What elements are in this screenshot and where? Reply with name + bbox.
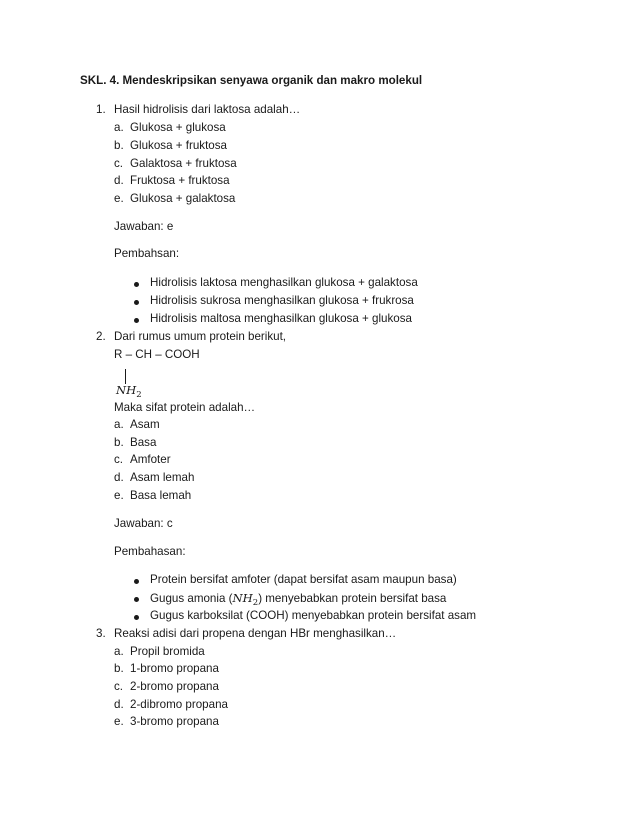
- bullet-icon: [134, 282, 139, 287]
- q1-option-letter: e.: [114, 192, 124, 205]
- q2-option-text: Basa lemah: [130, 489, 192, 502]
- q1-option-text: Galaktosa + fruktosa: [130, 157, 237, 170]
- protein-formula: R – CH – COOH: [114, 348, 200, 361]
- q1-option-text: Glukosa + glukosa: [130, 121, 226, 134]
- q1-option-letter: a.: [114, 121, 124, 134]
- amine-group: $NH_2$: [116, 383, 142, 400]
- q2-explanation-label: Pembahasan:: [114, 545, 186, 558]
- q1-number: 1.: [96, 103, 106, 116]
- section-title: SKL. 4. Mendeskripsikan senyawa organik dan makro molekul: [80, 74, 423, 87]
- bullet-icon: [134, 300, 139, 305]
- q2-option-letter: b.: [114, 436, 124, 449]
- q3-option-letter: c.: [114, 680, 124, 693]
- q2-option-letter: a.: [114, 418, 124, 431]
- q2-answer: Jawaban: c: [114, 517, 173, 530]
- q2-option-letter: d.: [114, 471, 124, 484]
- q2-explanation-item: Gugus karboksilat (COOH) menyebabkan protein bersifat asam: [150, 609, 477, 622]
- q3-option-text: 3-bromo propana: [130, 715, 219, 728]
- formula-bond-line: [125, 369, 126, 384]
- q3-option-text: Propil bromida: [130, 645, 205, 658]
- q2-explanation-item: Protein bersifat amfoter (dapat bersifat asam maupun basa): [150, 573, 457, 586]
- q1-explanation-label: Pembahsan:: [114, 247, 180, 260]
- bullet-icon: [134, 615, 139, 620]
- q3-option-letter: e.: [114, 715, 124, 728]
- bullet-icon: [134, 318, 139, 323]
- q2-question-continued: Maka sifat protein adalah…: [114, 401, 256, 414]
- q1-explanation-item: Hidrolisis laktosa menghasilkan glukosa + galaktosa: [150, 276, 418, 289]
- q2-option-letter: c.: [114, 453, 124, 466]
- q1-explanation-item: Hidrolisis maltosa menghasilkan glukosa + glukosa: [150, 312, 412, 325]
- q1-answer: Jawaban: e: [114, 220, 174, 233]
- q3-option-text: 2-dibromo propana: [130, 698, 228, 711]
- q2-number: 2.: [96, 330, 106, 343]
- q3-option-letter: a.: [114, 645, 124, 658]
- q3-option-text: 2-bromo propana: [130, 680, 219, 693]
- q1-explanation-item: Hidrolisis sukrosa menghasilkan glukosa + frukrosa: [150, 294, 414, 307]
- q1-question: Hasil hidrolisis dari laktosa adalah…: [114, 103, 301, 116]
- q3-option-text: 1-bromo propana: [130, 662, 219, 675]
- q3-question: Reaksi adisi dari propena dengan HBr menghasilkan…: [114, 627, 397, 640]
- q1-option-letter: c.: [114, 157, 124, 170]
- bullet-icon: [134, 579, 139, 584]
- q2-option-text: Asam lemah: [130, 471, 195, 484]
- q2-option-text: Amfoter: [130, 453, 171, 466]
- q2-option-text: Asam: [130, 418, 160, 431]
- q1-option-letter: b.: [114, 139, 124, 152]
- q3-option-letter: d.: [114, 698, 124, 711]
- q1-option-letter: d.: [114, 174, 124, 187]
- bullet-icon: [134, 597, 139, 602]
- q2-question: Dari rumus umum protein berikut,: [114, 330, 287, 343]
- q3-option-letter: b.: [114, 662, 124, 675]
- q2-option-letter: e.: [114, 489, 124, 502]
- q3-number: 3.: [96, 627, 106, 640]
- q1-option-text: Glukosa + galaktosa: [130, 192, 236, 205]
- q1-option-text: Fruktosa + fruktosa: [130, 174, 230, 187]
- q1-option-text: Glukosa + fruktosa: [130, 139, 227, 152]
- q2-explanation-item: Gugus amonia $(NH_2)$ menyebabkan protein bersifat basa: [150, 591, 447, 608]
- q2-option-text: Basa: [130, 436, 157, 449]
